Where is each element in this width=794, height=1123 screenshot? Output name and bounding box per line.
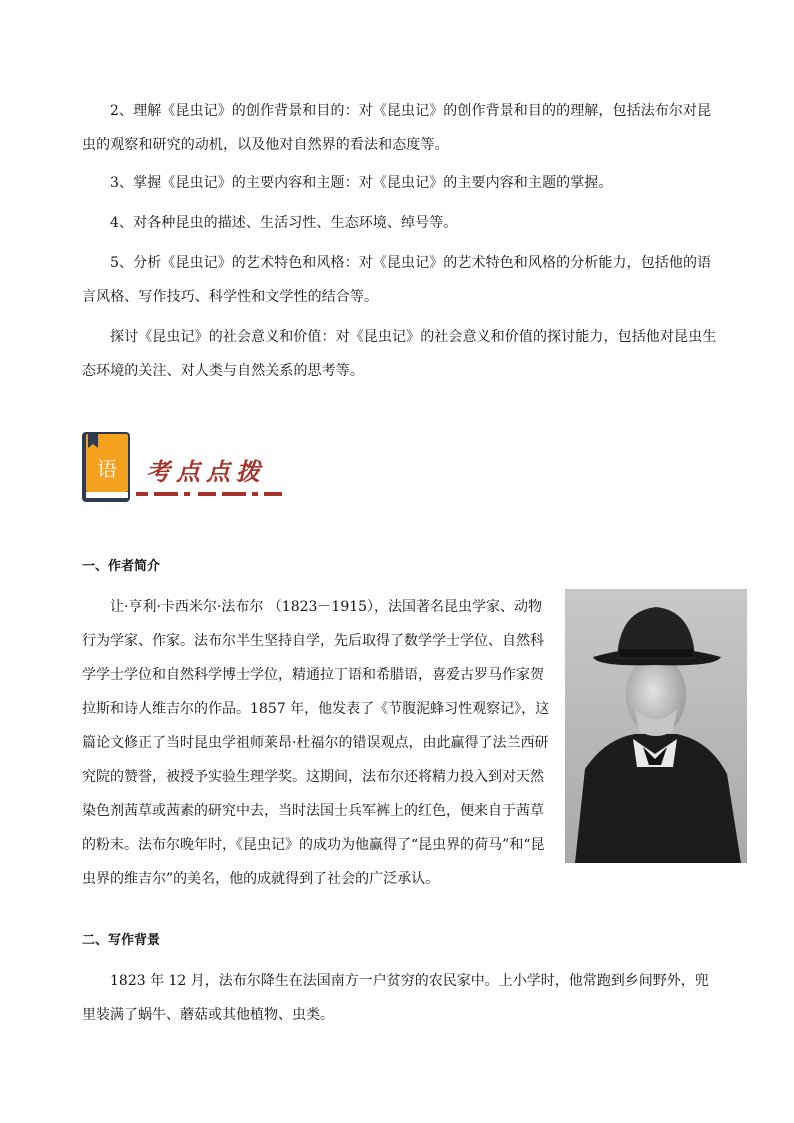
section-banner-title: 考点点拨 <box>146 457 266 486</box>
author-bio-paragraph: 让·亨利·卡西米尔·法布尔 （1823－1915），法国著名昆虫学家、动物行为学家、作家。法布尔半生坚持自学，先后取得了数学学士学位、自然科学学士学位和自然科学博士学位，精通拉丁语和希腊语，喜爱古罗马作家贺拉斯和诗人维吉尔的作品。1857 年，他发表了《节腹泥蜂习性观察记》，这篇论文修正了当时昆虫学祖师莱昂·杜福尔的错误观点，由此赢得了法兰西研究院的赞誉，被授予实验生理学奖。这期间，法布尔还将精力投入到对天然染色剂茜草或茜素的研究中去，当时法国士兵军裤上的红色，便来自于茜草的粉末。法布尔晚年时，《昆虫记》的成功为他赢得了“昆虫界的荷马”和“昆虫界的维吉尔”的美名，他的成就得到了社会的广泛承认。 <box>82 599 550 887</box>
fabre-portrait-image <box>565 589 747 863</box>
section-heading-author: 一、作者简介 <box>82 559 161 574</box>
section-heading-background: 二、写作背景 <box>82 933 161 948</box>
objective-paragraph-6: 探讨《昆虫记》的社会意义和价值：对《昆虫记》的社会意义和价值的探讨能力，包括他对昆虫生态环境的关注、对人类与自然关系的思考等。 <box>82 329 717 379</box>
background-paragraph: 1823 年 12 月，法布尔降生在法国南方一户贫穷的农民家中。上小学时，他常跑到乡间野外，兜里装满了蜗牛、蘑菇或其他植物、虫类。 <box>82 973 709 1023</box>
objective-paragraph-2: 2、理解《昆虫记》的创作背景和目的：对《昆虫记》的创作背景和目的的理解，包括法布尔对昆虫的观察和研究的动机，以及他对自然界的看法和态度等。 <box>82 103 712 153</box>
objective-paragraph-5: 5、分析《昆虫记》的艺术特色和风格：对《昆虫记》的艺术特色和风格的分析能力，包括他的语言风格、写作技巧、科学性和文学性的结合等。 <box>82 255 712 305</box>
objective-paragraph-3: 3、掌握《昆虫记》的主要内容和主题：对《昆虫记》的主要内容和主题的掌握。 <box>110 175 613 191</box>
badge-char: 语 <box>97 457 117 481</box>
banner-decorative-line <box>136 491 282 497</box>
book-badge-icon <box>82 432 130 502</box>
objective-paragraph-4: 4、对各种昆虫的描述、生活习性、生态环境、绰号等。 <box>110 215 458 231</box>
